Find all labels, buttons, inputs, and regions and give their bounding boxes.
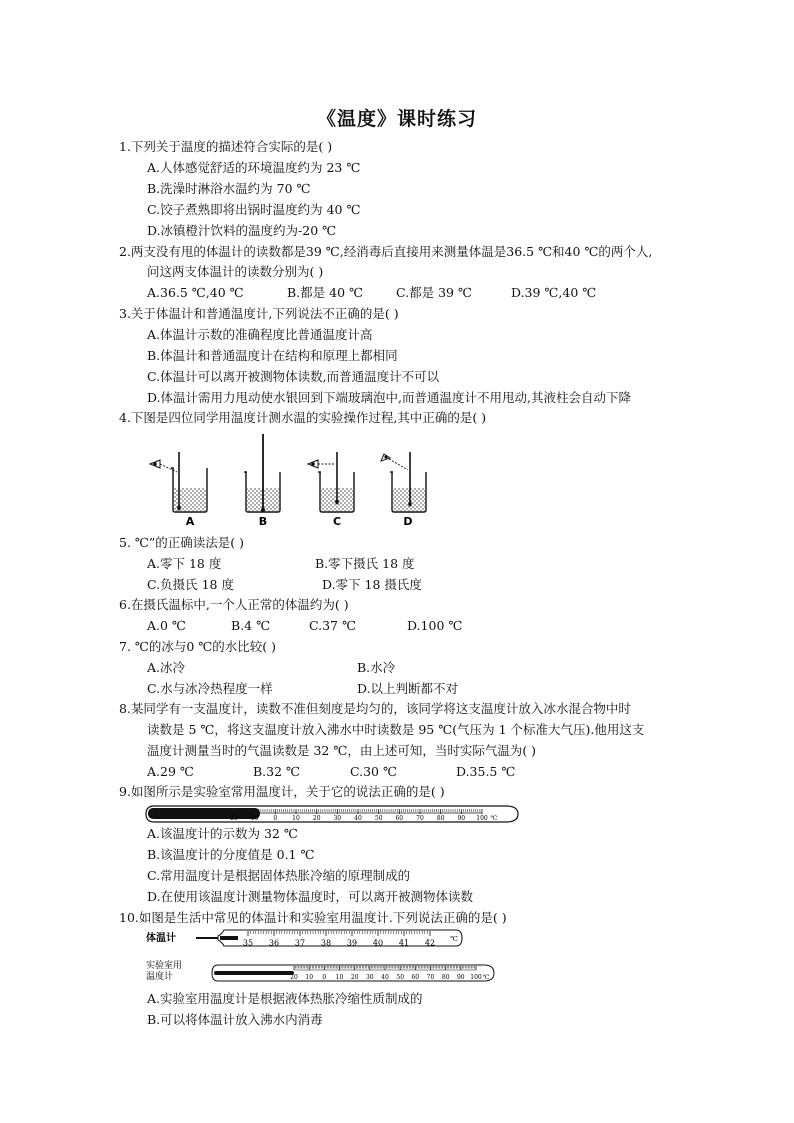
- q7-stem: 7. ℃的冰与0 ℃的水比较( ): [119, 639, 277, 654]
- beaker-figure: [140, 430, 440, 530]
- body-scale-label: 37: [294, 938, 306, 948]
- q10-option-b: B.可以将体温计放入沸水内消毒: [147, 1012, 323, 1027]
- beaker-a: [150, 452, 207, 512]
- q9-scale-label: 100: [476, 815, 488, 822]
- q6-option-a: A.0 ℃: [147, 618, 186, 633]
- lab-scale-label: 50: [396, 974, 405, 981]
- lab-scale-label: 10: [305, 974, 314, 981]
- lab-scale-label: 0: [322, 974, 327, 981]
- q6-option-c: C.37 ℃: [309, 618, 356, 633]
- q9-scale-label: 50: [374, 815, 383, 822]
- q5-stem: 5. ℃”的正确读法是( ): [119, 535, 245, 550]
- q2-option-b: B.都是 40 ℃: [287, 285, 363, 300]
- beaker-b: [244, 434, 280, 513]
- q9-scale-label: 0: [273, 815, 278, 822]
- q7-option-b: B.水冷: [357, 660, 396, 675]
- thermometer-figure-q10: [144, 926, 504, 988]
- q9-scale-label: 40: [354, 815, 362, 822]
- q9-scale-label: 60: [395, 815, 404, 822]
- q8-option-d: D.35.5 ℃: [456, 764, 516, 779]
- q2-option-a: A.36.5 ℃,40 ℃: [147, 285, 244, 300]
- lab-thermometer-label-line1: 实验室用: [146, 961, 183, 971]
- q9-unit-label: ℃: [490, 815, 498, 822]
- q9-option-d: D.在使用该温度计测量物体温度时，可以离开被测物体读数: [147, 889, 474, 904]
- q9-scale-label: 80: [436, 815, 445, 822]
- q9-scale-label: 30: [333, 815, 342, 822]
- lab-unit-label: ℃: [482, 974, 490, 981]
- q9-scale-label: 70: [416, 815, 424, 822]
- q8-stem-line1: 8.某同学有一支温度计，读数不准但刻度是均匀的，该同学将这支温度计放入冰水混合物中时: [119, 701, 631, 716]
- q2-option-d: D.39 ℃,40 ℃: [511, 285, 597, 300]
- q10-stem: 10.如图是生活中常见的体温计和实验室用温度计.下列说法正确的是( ): [119, 910, 507, 925]
- q9-scale-label: 10: [250, 815, 259, 822]
- lab-scale-label: 40: [381, 974, 389, 981]
- q3-option-b: B.体温计和普通温度计在结构和原理上都相同: [147, 348, 398, 363]
- body-scale-label: 41: [398, 938, 410, 948]
- lab-scale-label: 70: [426, 974, 435, 981]
- q2-stem-line1: 2.两支没有甩的体温计的读数都是39 ℃,经消毒后直接用来测量体温是36.5 ℃和40 ℃的两个人,: [119, 244, 653, 259]
- beaker-c: [308, 452, 354, 512]
- lab-scale-label: 20: [350, 974, 359, 981]
- q8-stem-line2: 读数是 5 ℃，将这支温度计放入沸水中时读数是 95 ℃(气压为 1 个标准大气压).他用这支: [147, 722, 645, 737]
- lab-scale-label: 90: [456, 974, 465, 981]
- q9-mercury-column: [148, 808, 260, 819]
- lab-scale-label: 10: [335, 974, 344, 981]
- q1-option-b: B.洗澡时淋浴水温约为 70 ℃: [147, 181, 311, 196]
- body-scale-label: 42: [424, 938, 436, 948]
- q3-option-a: A.体温计示数的准确程度比普通温度计高: [147, 327, 373, 342]
- q9-option-b: B.该温度计的分度值是 0.1 ℃: [147, 847, 315, 862]
- lab-scale-label: 100: [470, 974, 482, 981]
- body-scale-label: 35: [242, 938, 254, 948]
- q6-option-b: B.4 ℃: [231, 618, 271, 633]
- q9-scale-label: 10: [292, 815, 300, 822]
- q9-scale-label: 20: [312, 815, 321, 822]
- q6-stem: 6.在摄氏温标中,一个人正常的体温约为( ): [119, 597, 349, 612]
- q5-option-a: A.零下 18 度: [147, 556, 222, 571]
- q1-stem: 1.下列关于温度的描述符合实际的是( ): [119, 139, 333, 154]
- q7-option-a: A.冰冷: [147, 660, 186, 675]
- body-unit-label: ℃: [450, 935, 458, 943]
- body-scale-label: 40: [372, 938, 384, 948]
- q5-option-d: D.零下 18 摄氏度: [322, 577, 422, 592]
- beaker-d: [381, 452, 426, 512]
- body-scale-label: 36: [268, 938, 280, 948]
- q7-option-c: C.水与冰冷热程度一样: [147, 681, 273, 696]
- q5-option-b: B.零下摄氏 18 度: [315, 556, 415, 571]
- q9-option-c: C.常用温度计是根据固体热胀冷缩的原理制成的: [147, 868, 411, 883]
- body-scale-label: 39: [346, 938, 358, 948]
- body-scale-label: 38: [320, 938, 332, 948]
- q8-option-b: B.32 ℃: [253, 764, 301, 779]
- lab-thermometer-label-line2: 温度计: [146, 972, 174, 982]
- lab-scale-label: 60: [411, 974, 420, 981]
- beaker-label-b: B: [258, 515, 268, 528]
- body-thermometer-label: 体温计: [146, 933, 176, 944]
- beaker-label-d: D: [403, 515, 413, 528]
- q6-option-d: D.100 ℃: [407, 618, 463, 633]
- q2-stem-line2: 问这两支体温计的读数分别为( ): [147, 264, 324, 279]
- q9-scale-label: 90: [457, 815, 466, 822]
- lab-thermometer-q9: [144, 802, 524, 826]
- q8-option-c: C.30 ℃: [350, 764, 397, 779]
- q9-scale-label: 20: [230, 815, 238, 822]
- beaker-label-a: A: [185, 515, 195, 528]
- lab-scale-label: 20: [290, 974, 298, 981]
- q10-option-a: A.实验室用温度计是根据液体热胀冷缩性质制成的: [147, 991, 423, 1006]
- beaker-label-c: C: [332, 515, 342, 528]
- q9-option-a: A.该温度计的示数为 32 ℃: [147, 826, 298, 841]
- q8-option-a: A.29 ℃: [147, 764, 194, 779]
- q1-option-c: C.饺子煮熟即将出锅时温度约为 40 ℃: [147, 202, 361, 217]
- q3-stem: 3.关于体温计和普通温度计,下列说法不正确的是( ): [119, 306, 399, 321]
- q1-option-a: A.人体感觉舒适的环境温度约为 23 ℃: [147, 160, 361, 175]
- q5-option-c: C.负摄氏 18 度: [147, 577, 234, 592]
- q2-option-c: C.都是 39 ℃: [396, 285, 472, 300]
- lab-scale-label: 80: [441, 974, 450, 981]
- q3-option-d: D.体温计需用力甩动使水银回到下端玻璃泡中,而普通温度计不用甩动,其液柱会自动下降: [147, 390, 631, 405]
- page-title: 《温度》课时练习: [316, 108, 477, 130]
- q9-stem: 9.如图所示是实验室常用温度计，关于它的说法正确的是( ): [119, 784, 445, 799]
- q7-option-d: D.以上判断都不对: [357, 681, 459, 696]
- q3-option-c: C.体温计可以离开被测物体读数,而普通温度计不可以: [147, 369, 440, 384]
- q8-stem-line3: 温度计测量当时的气温读数是 32 ℃，由上述可知，当时实际气温为( ): [147, 743, 537, 758]
- lab-scale-label: 30: [365, 974, 374, 981]
- q1-option-d: D.冰镇橙汁饮料的温度约为-20 ℃: [147, 223, 337, 238]
- q4-stem: 4.下图是四位同学用温度计测水温的实验操作过程,其中正确的是( ): [119, 410, 487, 425]
